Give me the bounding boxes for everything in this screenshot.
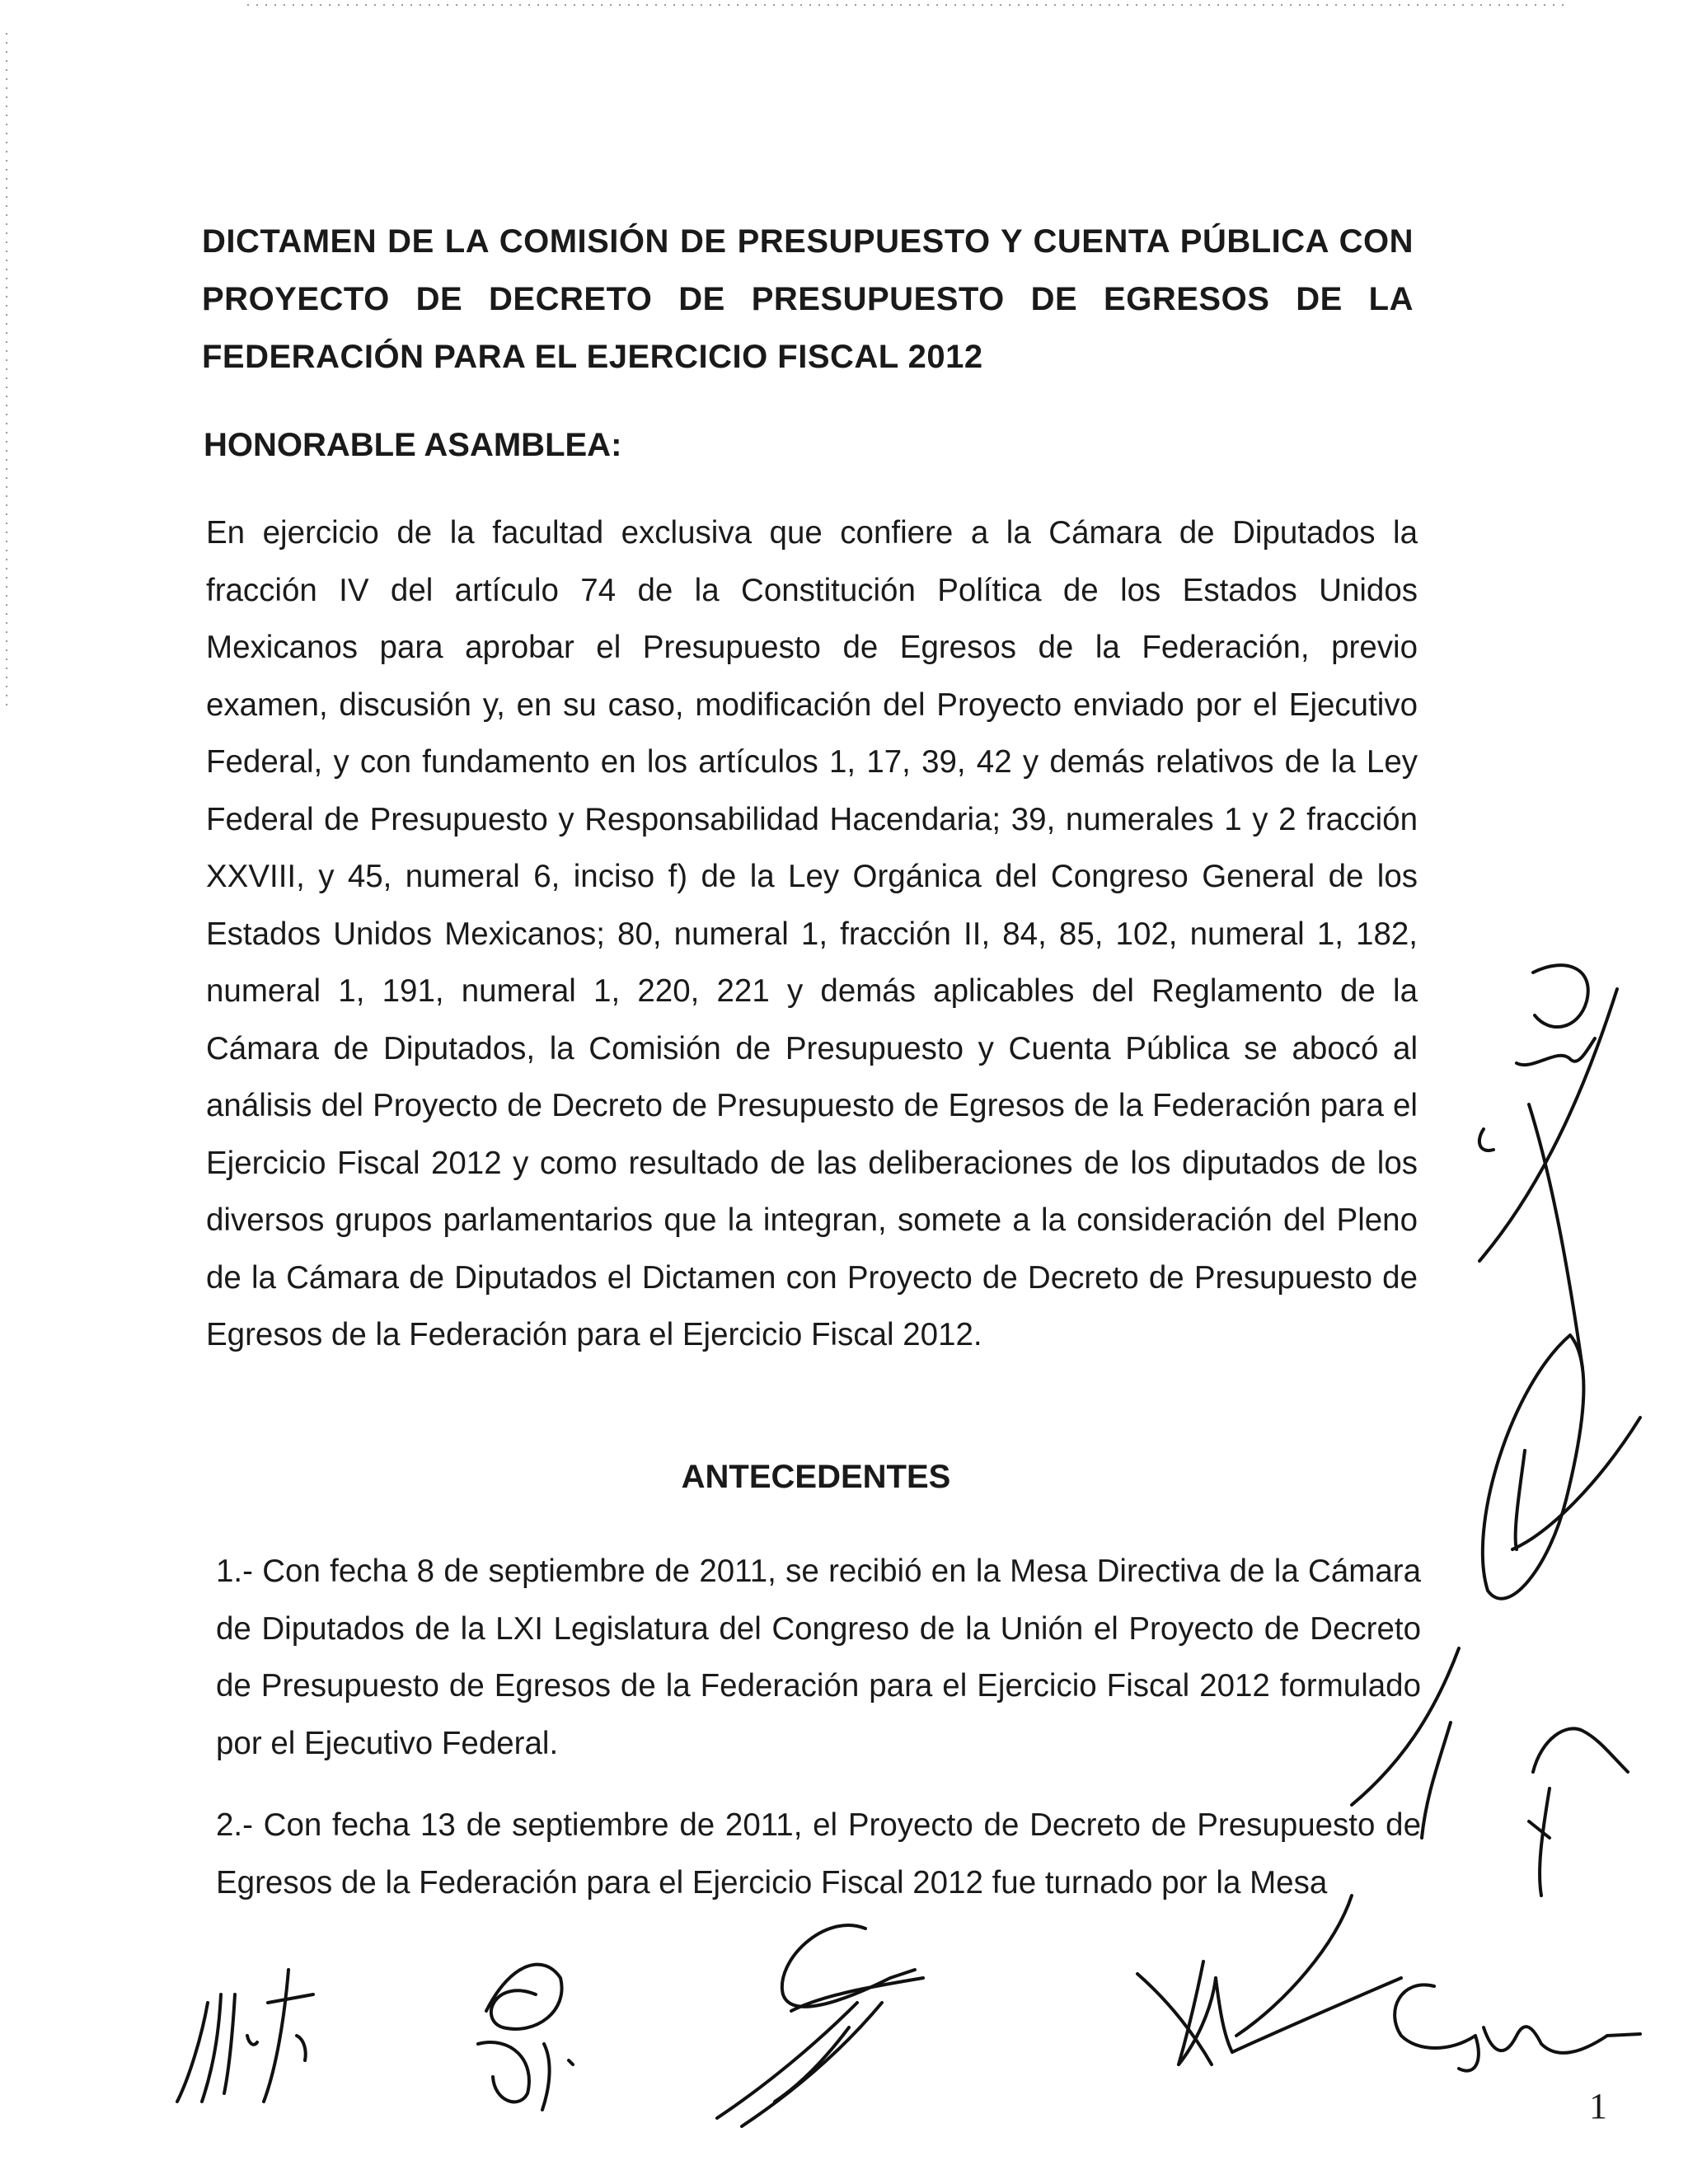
antecedente-item-2: 2.- Con fecha 13 de septiembre de 2011, el Proyecto de Decreto de Presupuesto de Egresos de la Federación para el Ejercicio Fiscal 2012 fue turnado por la Mesa: [216, 1807, 1421, 1900]
margin-signature-4: [1529, 1728, 1628, 1896]
margin-signature-3: [1236, 1648, 1459, 2036]
bottom-signature-5: [1395, 1985, 1640, 2070]
bottom-signature-1: [177, 1970, 313, 2102]
document-title: DICTAMEN DE LA COMISIÓN DE PRESUPUESTO Y CUENTA PÚBLICA CON PROYECTO DE DECRETO DE PRESUPUESTO DE EGRESOS DE LA FEDERACIÓN PARA EL EJERCICIO FISCAL 2012: [202, 223, 1414, 375]
margin-signature-1: [1479, 965, 1617, 1368]
bottom-signature-4: [1137, 1961, 1401, 2064]
bottom-signature-3: [717, 1925, 923, 2126]
section-heading-antecedentes: ANTECEDENTES: [681, 1459, 951, 1495]
salutation: HONORABLE ASAMBLEA:: [204, 427, 622, 463]
bottom-signature-2: [478, 1965, 573, 2110]
margin-signature-2: [1483, 1335, 1640, 1599]
antecedente-item-1: 1.- Con fecha 8 de septiembre de 2011, se recibió en la Mesa Directiva de la Cámara de Diputados de la LXI Legislatura del Congreso de la Unión el Proyecto de Decreto de Presupuesto de Egresos de la Federación para el Ejercicio Fiscal 2012 formulado por el Ejecutivo Federal.: [216, 1554, 1421, 1761]
intro-paragraph: En ejercicio de la facultad exclusiva que confiere a la Cámara de Diputados la fracción IV del artículo 74 de la Constitución Política de los Estados Unidos Mexicanos para aprobar el Presupuesto de Egresos de la Federación, previo examen, discusión y, en su caso, modificación del Proyecto enviado por el Ejecutivo Federal, y con fundamento en los artículos 1, 17, 39, 42 y demás relativos de la Ley Federal de Presupuesto y Responsabilidad Hacendaria; 39, numerales 1 y 2 fracción XXVIII, y 45, numeral 6, inciso f) de la Ley Orgánica del Congreso General de los Estados Unidos Mexicanos; 80, numeral 1, fracción II, 84, 85, 102, numeral 1, 182, numeral 1, 191, numeral 1, 220, 221 y demás aplicables del Reglamento de la Cámara de Diputados, la Comisión de Presupuesto y Cuenta Pública se abocó al análisis del Proyecto de Decreto de Presupuesto de Egresos de la Federación para el Ejercicio Fiscal 2012 y como resultado de las deliberaciones de los diputados de los diversos grupos parlamentarios que la integran, somete a la consideración del Pleno de la Cámara de Diputados el Dictamen con Proyecto de Decreto de Presupuesto de Egresos de la Federación para el Ejercicio Fiscal 2012.: [206, 515, 1418, 1352]
page-number: 1: [1589, 2086, 1607, 2126]
